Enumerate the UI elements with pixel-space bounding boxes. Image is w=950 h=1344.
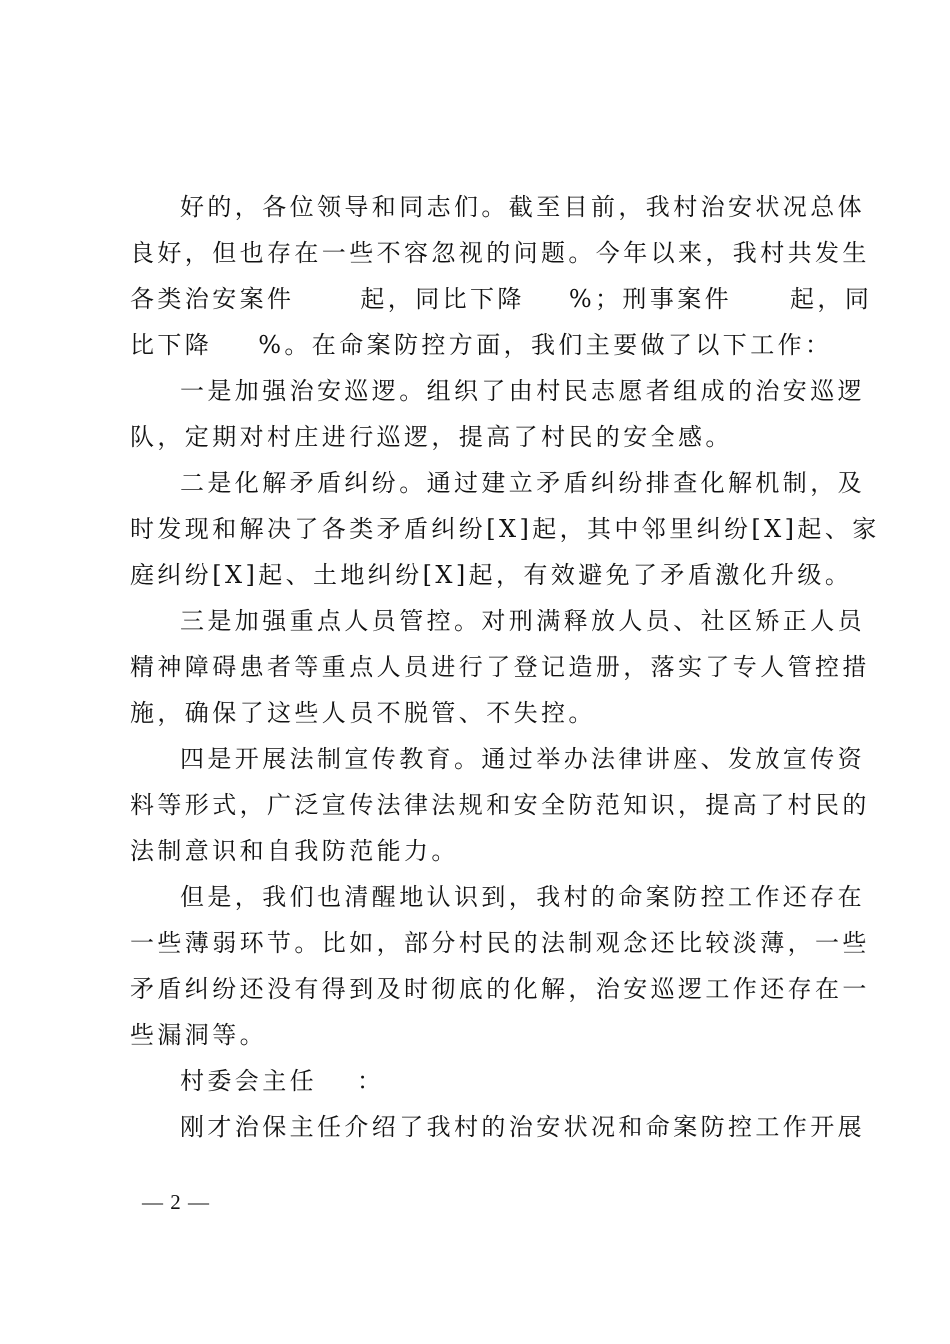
text-fragment: %；刑事案件 (568, 285, 733, 313)
text-line: 一些薄弱环节。比如，部分村民的法制观念还比较淡薄，一些 (130, 929, 870, 957)
paragraph-director-remarks (130, 1104, 865, 1150)
paragraph-security-overview (130, 184, 873, 368)
text-line: 些漏洞等。 (130, 1021, 267, 1049)
paragraph-legal-education (130, 736, 870, 874)
paragraph-disputes (130, 460, 880, 598)
speaker-title: 村委会主任 (180, 1067, 317, 1095)
text-line: 料等形式，广泛宣传法律法规和安全防范知识，提高了村民的 (130, 791, 870, 819)
text-line: 好的，各位领导和同志们。截至目前，我村治安状况总体 (180, 193, 865, 221)
paragraph-weaknesses (130, 874, 870, 1058)
paragraph-patrol (130, 368, 865, 460)
speaker-label (130, 1058, 830, 1104)
text-line: 四是开展法制宣传教育。通过举办法律讲座、发放宣传资 (180, 745, 865, 773)
text-line: 精神障碍患者等重点人员进行了登记造册，落实了专人管控措 (130, 653, 870, 681)
text-fragment: 起，同比下降 (360, 285, 525, 313)
paragraph-key-personnel (130, 598, 870, 736)
text-line: 一是加强治安巡逻。组织了由村民志愿者组成的治安巡逻 (180, 377, 865, 405)
text-fragment: 各类治安案件 (130, 285, 295, 313)
document-body (130, 184, 880, 1150)
text-fragment: 起，同 (790, 285, 873, 313)
text-line: 刚才治保主任介绍了我村的治安状况和命案防控工作开展 (180, 1113, 865, 1141)
text-line: 施，确保了这些人员不脱管、不失控。 (130, 699, 596, 727)
text-line: 矛盾纠纷还没有得到及时彻底的化解，治安巡逻工作还存在一 (130, 975, 870, 1003)
speaker-colon: ： (357, 1067, 385, 1095)
text-fragment: 比下降 (130, 331, 213, 359)
text-fragment: %。在命案防控方面，我们主要做了以下工作： (258, 331, 833, 359)
text-line: 良好，但也存在一些不容忽视的问题。今年以来，我村共发生 (130, 239, 870, 267)
page-number: — 2 — (142, 1190, 210, 1214)
text-line: 队，定期对村庄进行巡逻，提高了村民的安全感。 (130, 423, 733, 451)
text-line (130, 276, 873, 322)
text-line: 二是化解矛盾纠纷。通过建立矛盾纠纷排查化解机制，及 (180, 469, 865, 497)
text-line: 法制意识和自我防范能力。 (130, 837, 459, 865)
text-line (130, 322, 833, 368)
text-line: 三是加强重点人员管控。对刑满释放人员、社区矫正人员 (180, 607, 865, 635)
text-line (130, 1058, 830, 1104)
text-line: 庭纠纷[X]起、土地纠纷[X]起，有效避免了矛盾激化升级。 (130, 561, 853, 589)
text-line: 时发现和解决了各类矛盾纠纷[X]起，其中邻里纠纷[X]起、家 (130, 515, 880, 543)
text-line: 但是，我们也清醒地认识到，我村的命案防控工作还存在 (180, 883, 865, 911)
